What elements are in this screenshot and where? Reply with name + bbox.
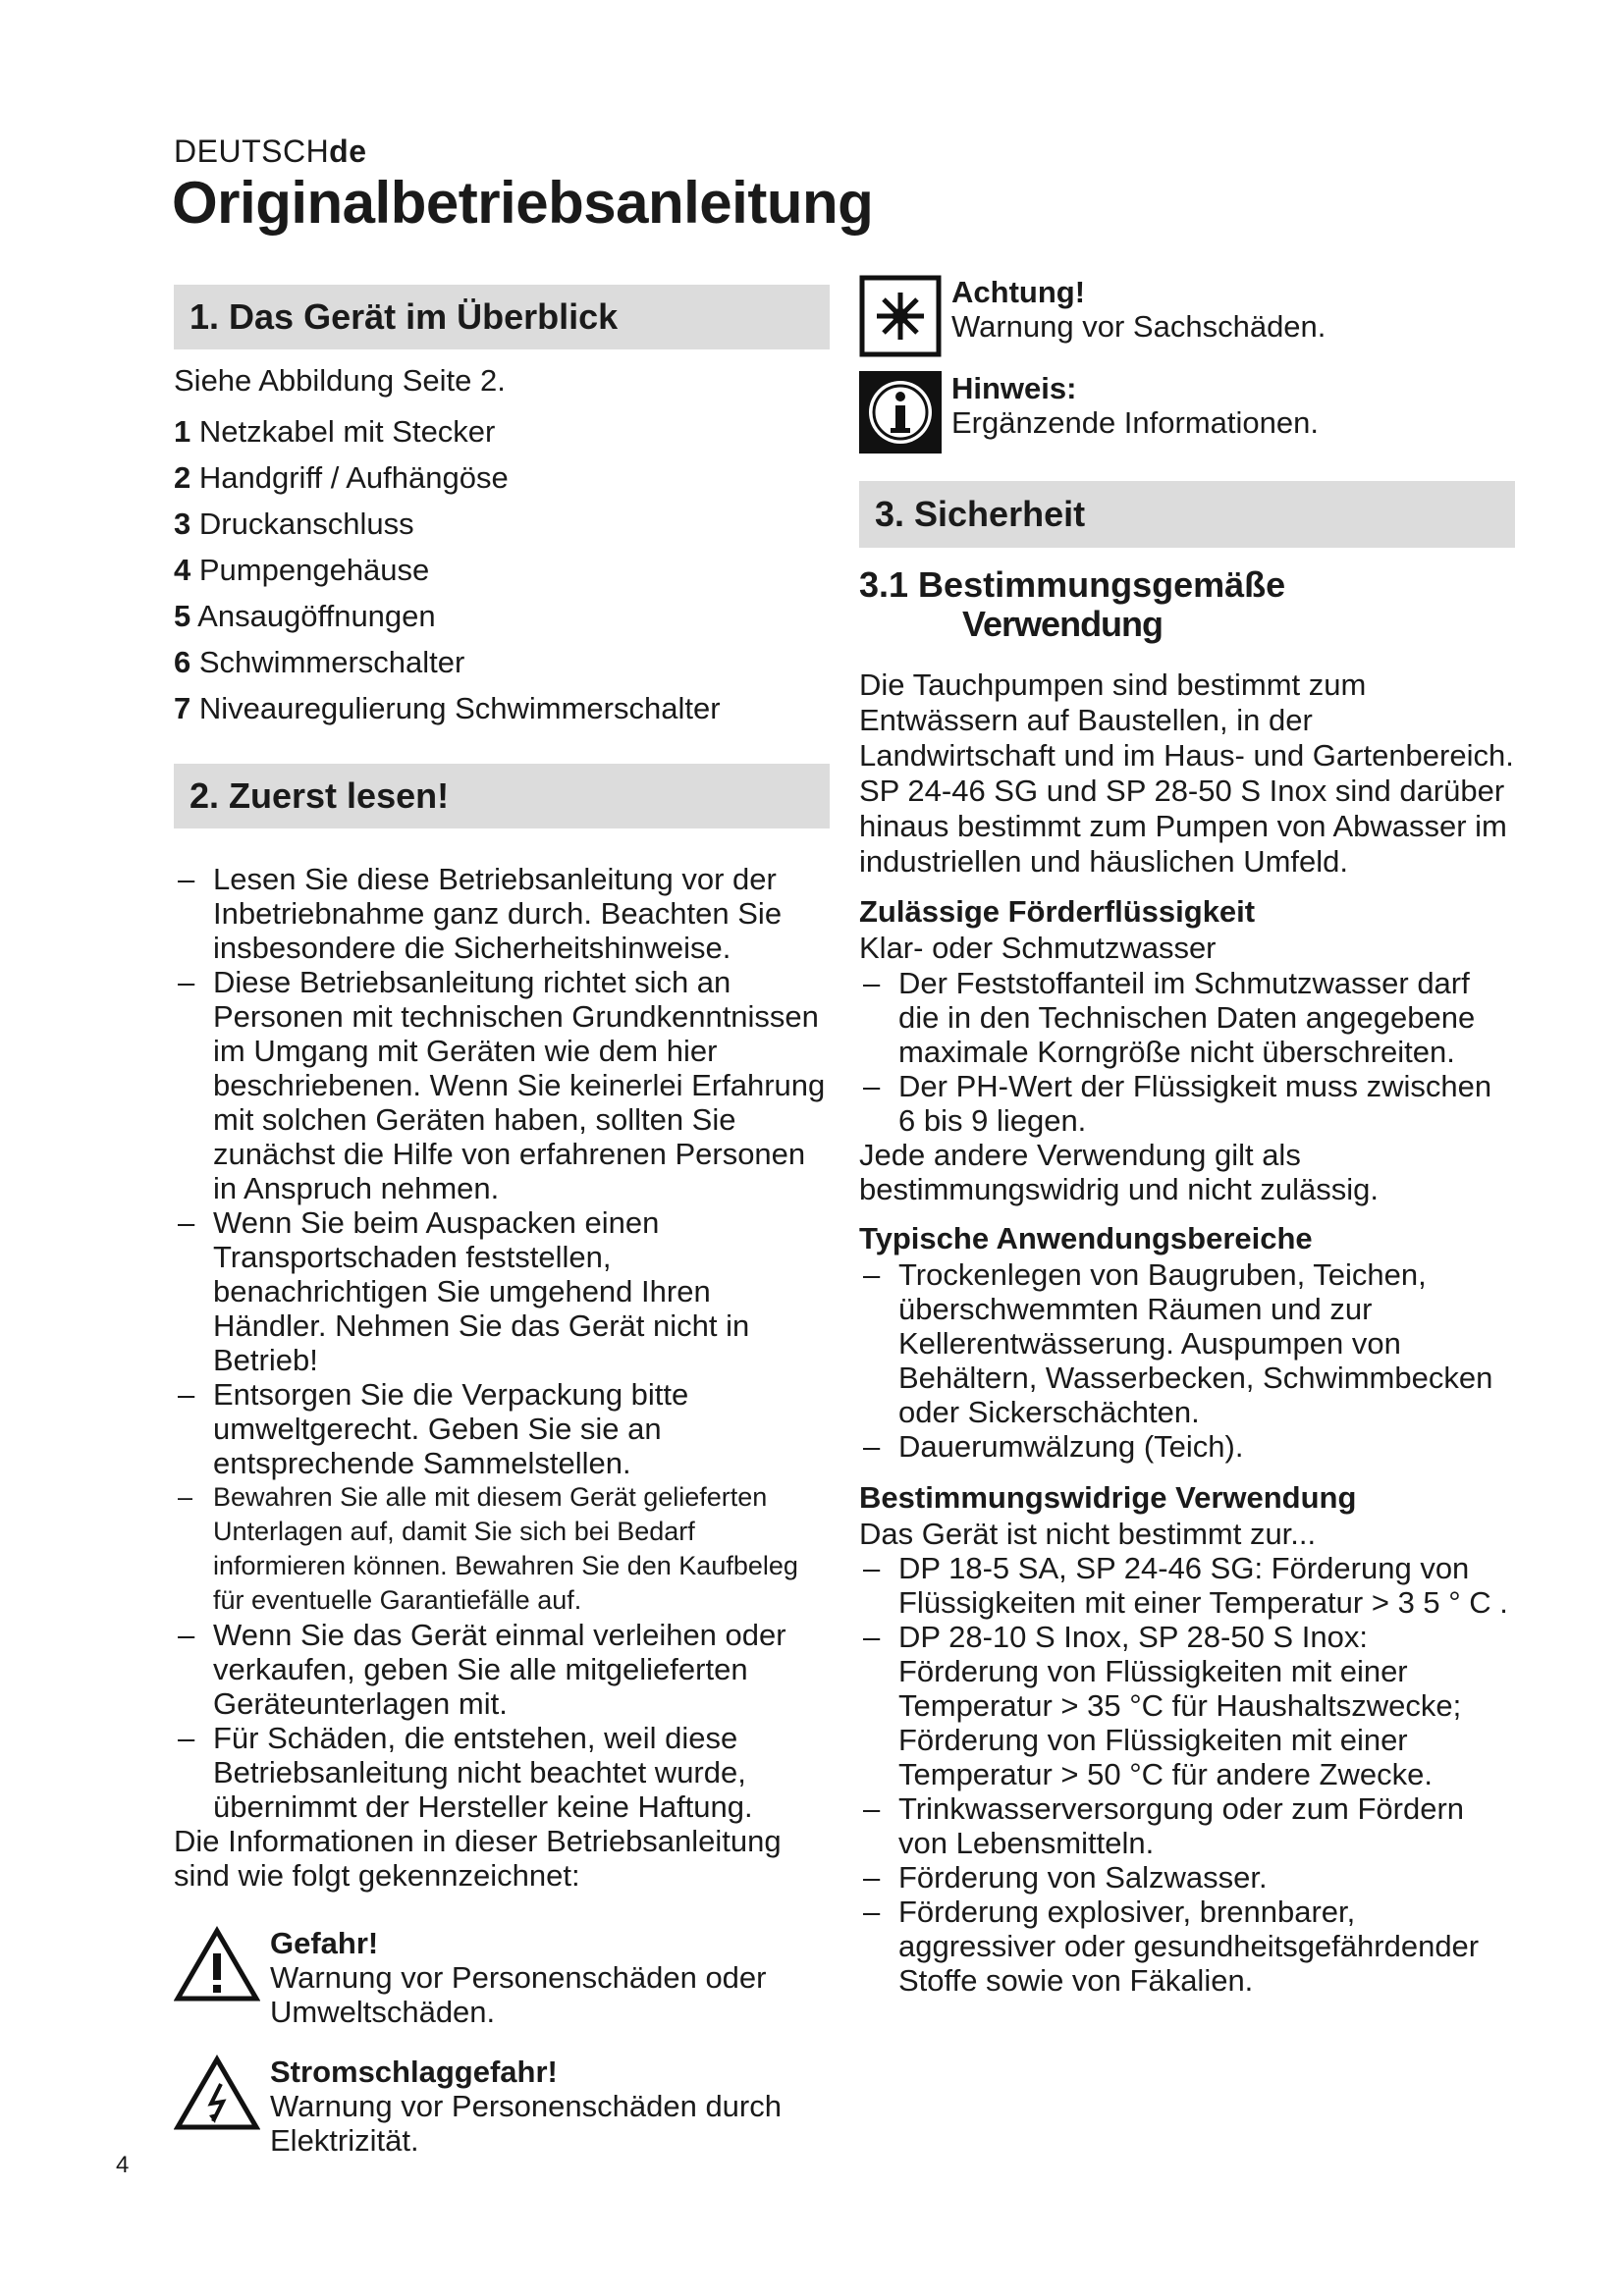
document-title: Originalbetriebsanleitung — [172, 170, 874, 236]
list-item: – Trockenlegen von Baugruben, Teichen, überschwemmten Räumen und zur Kellerentwässerung. Auspumpen von Behältern, Wasserbecken, Schwimmbecken oder Sickerschächten. — [859, 1257, 1515, 1429]
misuse-list — [859, 1551, 1515, 1998]
page-number: 4 — [116, 2152, 130, 2178]
section-3-1-title-cont: Verwendung — [962, 604, 1164, 644]
list-item: – Dauerumwälzung (Teich). — [859, 1429, 1515, 1464]
fluid-list — [859, 966, 1515, 1138]
notice-danger — [174, 1926, 830, 2029]
notice-title: Hinweis: — [951, 371, 1077, 405]
list-item: – Lesen Sie diese Betriebsanleitung vor der Inbetriebnahme ganz durch. Beachten Sie insbesondere die Sicherheitshinweise. — [174, 862, 830, 965]
section-2-outro: Die Informationen in dieser Betriebsanleitung sind wie folgt gekennzeichnet: — [174, 1824, 782, 1893]
notice-text: Warnung vor Personenschäden oder Umweltschäden. — [270, 1960, 767, 2029]
electric-shock-icon — [174, 2055, 260, 2131]
section-1-intro: Siehe Abbildung Seite 2. — [174, 363, 506, 398]
list-item: 5 Ansaugöffnungen — [174, 599, 436, 633]
intended-use-para-2: SP 24-46 SG und SP 28-50 S Inox sind darüber hinaus bestimmt zum Pumpen von Abwasser im industriellen und häuslichen Umfeld. — [859, 774, 1507, 879]
list-item: – Für Schäden, die entstehen, weil diese Betriebsanleitung nicht beachtet wurde, übernimmt der Hersteller keine Haftung. — [174, 1721, 830, 1824]
misuse-heading: Bestimmungswidrige Verwendung — [859, 1480, 1357, 1515]
list-item: – DP 28-10 S Inox, SP 28-50 S Inox: Förderung von Flüssigkeiten mit einer Temperatur > 35 °C für Haushaltszwecke; Förderung von Flüssigkeiten mit einer Temperatur > 50 °C für andere Zwecke. — [859, 1620, 1515, 1791]
list-item: 1 Netzkabel mit Stecker — [174, 414, 496, 449]
list-item: – Förderung explosiver, brennbarer, aggressiver oder gesundheitsgefährdender Stoffe sowie von Fäkalien. — [859, 1895, 1515, 1998]
section-3-heading: 3. Sicherheit — [859, 481, 1515, 548]
list-item: – Entsorgen Sie die Verpackung bitte umweltgerecht. Geben Sie sie an entsprechende Sammelstellen. — [174, 1377, 830, 1480]
notice-title: Stromschlaggefahr! — [270, 2055, 558, 2089]
list-item: 6 Schwimmerschalter — [174, 645, 465, 679]
fluid-intro: Klar- oder Schmutzwasser — [859, 931, 1217, 965]
section-1-heading: 1. Das Gerät im Überblick — [174, 285, 830, 349]
list-item: – Der PH-Wert der Flüssigkeit muss zwischen 6 bis 9 liegen. — [859, 1069, 1515, 1138]
notice-title: Gefahr! — [270, 1926, 379, 1960]
parts-list — [174, 414, 830, 726]
list-item: – Trinkwasserversorgung oder zum Fördern von Lebensmitteln. — [859, 1791, 1515, 1860]
list-item: – Wenn Sie beim Auspacken einen Transportschaden feststellen, benachrichtigen Sie umgehend Ihren Händler. Nehmen Sie das Gerät nicht in Betrieb! — [174, 1205, 830, 1377]
list-item: 3 Druckanschluss — [174, 507, 414, 541]
notice-text: Ergänzende Informationen. — [951, 405, 1319, 440]
notice-title: Achtung! — [951, 275, 1086, 309]
warning-triangle-icon — [174, 1926, 260, 2002]
notice-text: Warnung vor Sachschäden. — [951, 309, 1326, 344]
notice-list-left — [174, 1926, 830, 2158]
language-code: de — [329, 133, 367, 169]
list-item: – Diese Betriebsanleitung richtet sich an Personen mit technischen Grundkenntnissen im Umgang mit Geräten wie dem hier beschriebenen. Wenn Sie keinerlei Erfahrung mit solchen Geräten haben, sollten Sie zunächst die Hilfe von erfahrenen Personen in Anspruch nehmen. — [174, 965, 830, 1205]
left-column — [174, 285, 830, 2183]
list-item: 4 Pumpengehäuse — [174, 553, 430, 587]
list-item: – Förderung von Salzwasser. — [859, 1860, 1515, 1895]
intended-use-para-1: Die Tauchpumpen sind bestimmt zum Entwässern auf Baustellen, in der Landwirtschaft und im Haus- und Gartenbereich. — [859, 667, 1514, 773]
section-3-1-title: 3.1 Bestimmungsgemäße — [859, 564, 1286, 605]
section-2-heading: 2. Zuerst lesen! — [174, 764, 830, 828]
notice-info — [859, 371, 1515, 454]
typical-uses-list — [859, 1257, 1515, 1464]
typical-uses-heading: Typische Anwendungsbereiche — [859, 1221, 1313, 1255]
notice-text: Warnung vor Personenschäden durch Elektrizität. — [270, 2089, 782, 2158]
misuse-intro: Das Gerät ist nicht bestimmt zur... — [859, 1517, 1317, 1551]
list-item: – Der Feststoffanteil im Schmutzwasser darf die in den Technischen Daten angegebene maximale Korngröße nicht überschreiten. — [859, 966, 1515, 1069]
list-item: 7 Niveauregulierung Schwimmerschalter — [174, 691, 721, 725]
list-item: 2 Handgriff / Aufhängöse — [174, 460, 509, 495]
damage-icon — [859, 275, 942, 357]
right-column — [859, 275, 1515, 1998]
language-label — [174, 133, 367, 170]
section-3-1-heading — [859, 565, 1515, 644]
notice-electric — [174, 2055, 830, 2158]
fluid-heading: Zulässige Förderflüssigkeit — [859, 894, 1256, 929]
notice-attention — [859, 275, 1515, 357]
list-item: – Bewahren Sie alle mit diesem Gerät gelieferten Unterlagen auf, damit Sie sich bei Bedarf informieren können. Bewahren Sie den Kaufbeleg für eventuelle Garantiefälle auf. — [174, 1480, 830, 1618]
language-prefix: DEUTSCH — [174, 133, 330, 169]
list-item: – DP 18-5 SA, SP 24-46 SG: Förderung von Flüssigkeiten mit einer Temperatur > 3 5 ° C . — [859, 1551, 1515, 1620]
read-first-list — [174, 862, 830, 1824]
info-icon — [859, 371, 942, 454]
list-item: – Wenn Sie das Gerät einmal verleihen oder verkaufen, geben Sie alle mitgelieferten Geräteunterlagen mit. — [174, 1618, 830, 1721]
fluid-outro: Jede andere Verwendung gilt als bestimmungswidrig und nicht zulässig. — [859, 1138, 1379, 1206]
